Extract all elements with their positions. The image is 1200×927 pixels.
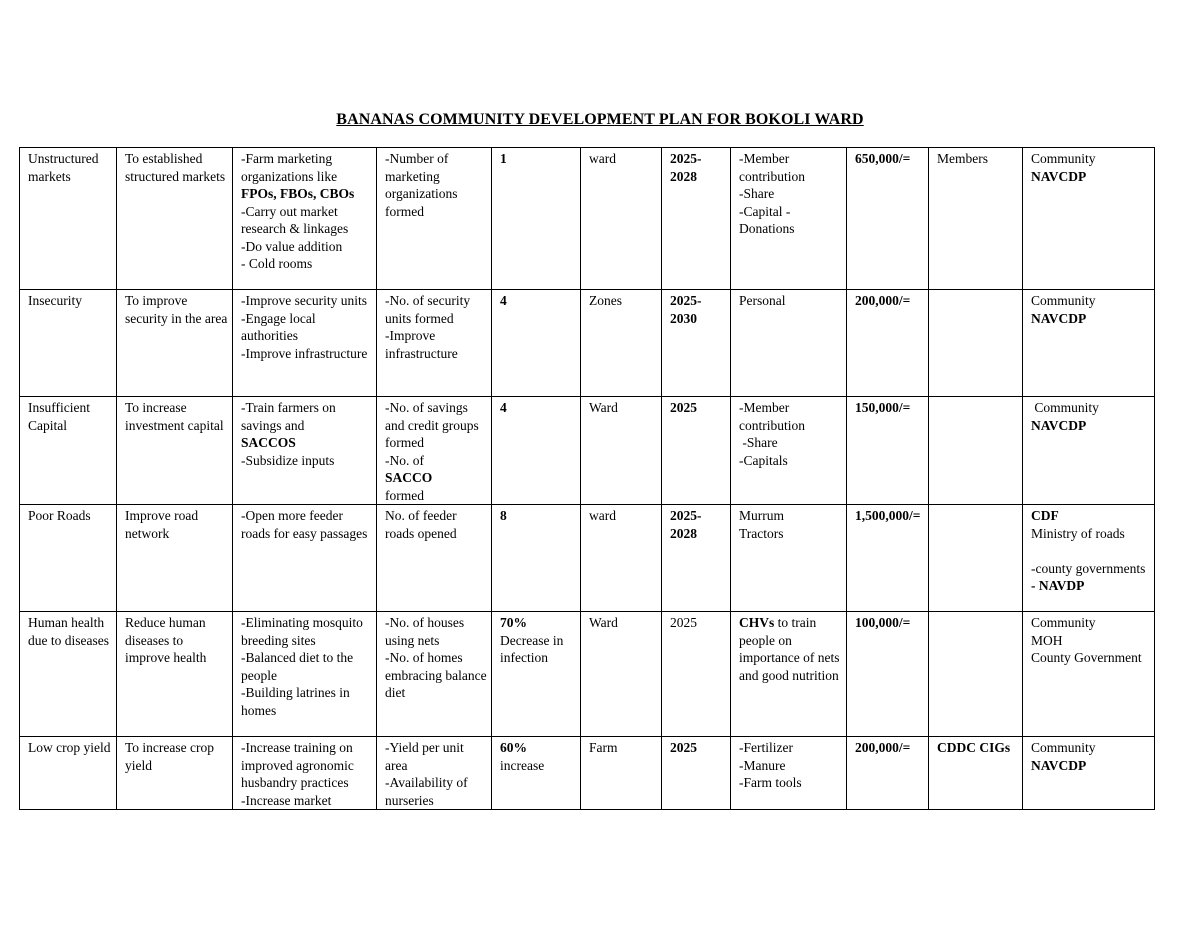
- table-row: [20, 290, 1155, 397]
- partners-cell: [1023, 505, 1155, 612]
- location-cell: [581, 148, 662, 290]
- partner-line: Community: [1031, 293, 1096, 308]
- actors-cell: [929, 737, 1023, 810]
- resource-line: CHVs to train people on importance of nets and good nutrition: [739, 615, 843, 683]
- indicator-line: -Improve infrastructure: [385, 328, 458, 361]
- activity-line: -Do value addition: [241, 238, 343, 254]
- actors-cell: [929, 148, 1023, 290]
- partner-line: NAVCDP: [1031, 310, 1087, 326]
- issue-cell: [20, 612, 117, 737]
- development-plan-table: [19, 147, 1155, 810]
- location-cell: [581, 737, 662, 810]
- activities-cell: [233, 737, 377, 810]
- target-line: Decrease in infection: [500, 632, 567, 665]
- objective-text: Reduce human diseases to improve health: [125, 615, 209, 665]
- partner-line: - NAVDP: [1031, 578, 1085, 593]
- cost-text: 650,000/=: [855, 151, 911, 166]
- target-cell: [492, 148, 581, 290]
- objective-text: To increase crop yield: [125, 740, 218, 773]
- activity-line: -Improve security units: [241, 293, 367, 308]
- location-text: Ward: [589, 400, 618, 415]
- activities-cell: [233, 397, 377, 505]
- timeframe-text: 2025-2028: [670, 508, 702, 541]
- resource-line: -Capital -Donations: [739, 203, 795, 236]
- resource-line: -Share: [739, 186, 775, 201]
- objective-text: To established structured markets: [125, 151, 226, 184]
- partner-line: CDF: [1031, 508, 1059, 523]
- indicators-cell: [377, 612, 492, 737]
- actor-line: Members: [937, 151, 988, 166]
- partner-line: MOH: [1031, 632, 1063, 648]
- issue-text: Insecurity: [28, 293, 82, 308]
- partners-cell: [1023, 290, 1155, 397]
- table-row: [20, 505, 1155, 612]
- partner-line: NAVCDP: [1031, 757, 1087, 773]
- activity-line: FPOs, FBOs, CBOs: [241, 186, 355, 201]
- actors-cell: [929, 612, 1023, 737]
- activity-line: -Engage local authorities: [241, 310, 319, 343]
- partner-line: NAVCDP: [1031, 168, 1087, 184]
- resources-cell: [731, 505, 847, 612]
- indicator-line: -No. of savings and credit groups formed: [385, 400, 483, 450]
- timeframe-cell: [662, 290, 731, 397]
- activity-line: -Building latrines in homes: [241, 685, 354, 718]
- target-line: increase: [500, 757, 545, 773]
- target-line: 4: [500, 400, 507, 415]
- location-cell: [581, 397, 662, 505]
- indicator-line: No. of feeder roads opened: [385, 508, 460, 541]
- objective-cell: [117, 397, 233, 505]
- partner-line: Ministry of roads: [1031, 525, 1125, 541]
- cost-cell: [847, 612, 929, 737]
- activity-line: - Cold rooms: [241, 256, 313, 271]
- indicator-line: SACCO: [385, 470, 433, 485]
- resource-line: Murrum: [739, 508, 784, 523]
- actor-line: CDDC CIGs: [937, 740, 1011, 755]
- issue-text: Unstructured markets: [28, 151, 102, 184]
- resources-cell: [731, 290, 847, 397]
- activity-line: -Open more feeder roads for easy passages: [241, 508, 368, 541]
- indicators-cell: [377, 737, 492, 810]
- activity-line: -Farm marketing organizations like: [241, 151, 338, 184]
- actors-cell: [929, 505, 1023, 612]
- page-title: BANANAS COMMUNITY DEVELOPMENT PLAN FOR BOKOLI WARD: [336, 111, 864, 128]
- objective-text: To improve security in the area: [125, 293, 228, 326]
- resources-cell: [731, 148, 847, 290]
- indicator-line: -Yield per unit area: [385, 740, 468, 773]
- location-text: ward: [589, 508, 616, 523]
- activities-cell: [233, 505, 377, 612]
- activity-line: -Eliminating mosquito breeding sites: [241, 615, 367, 648]
- target-line: 60%: [500, 740, 527, 755]
- target-cell: [492, 612, 581, 737]
- timeframe-cell: [662, 737, 731, 810]
- activity-line: -Improve infrastructure: [241, 345, 368, 361]
- table-row: [20, 737, 1155, 810]
- partner-line: -county governments: [1031, 560, 1146, 576]
- resource-line: -Farm tools: [739, 775, 802, 790]
- activity-line: -Increase training on improved agronomic husbandry practices: [241, 740, 358, 790]
- issue-cell: [20, 148, 117, 290]
- cost-text: 200,000/=: [855, 293, 911, 308]
- indicator-line: formed: [385, 487, 424, 503]
- target-line: 70%: [500, 615, 527, 630]
- activity-line: -Balanced diet to the people: [241, 650, 357, 683]
- cost-text: 100,000/=: [855, 615, 911, 630]
- objective-cell: [117, 290, 233, 397]
- partners-cell: [1023, 737, 1155, 810]
- partners-cell: [1023, 148, 1155, 290]
- indicators-cell: [377, 505, 492, 612]
- location-cell: [581, 290, 662, 397]
- issue-cell: [20, 397, 117, 505]
- cost-cell: [847, 737, 929, 810]
- issue-cell: [20, 290, 117, 397]
- resource-line: Tractors: [739, 525, 784, 541]
- indicator-line: -No. of security units formed: [385, 293, 474, 326]
- indicator-line: -No. of: [385, 452, 424, 468]
- partner-line: NAVCDP: [1031, 417, 1087, 433]
- timeframe-text: 2025: [670, 740, 697, 755]
- timeframe-cell: [662, 148, 731, 290]
- partner-line: Community: [1031, 615, 1096, 630]
- target-line: 4: [500, 293, 507, 308]
- timeframe-text: 2025: [670, 615, 697, 630]
- target-cell: [492, 290, 581, 397]
- location-cell: [581, 612, 662, 737]
- resource-line: -Fertilizer: [739, 740, 793, 755]
- partner-line: Community: [1031, 740, 1096, 755]
- activities-cell: [233, 290, 377, 397]
- indicator-line: -Number of marketing organizations formed: [385, 151, 461, 219]
- issue-text: Insufficient Capital: [28, 400, 94, 433]
- objective-text: To increase investment capital: [125, 400, 224, 433]
- resource-line: -Share: [739, 435, 778, 450]
- timeframe-cell: [662, 397, 731, 505]
- table-row: [20, 612, 1155, 737]
- target-cell: [492, 737, 581, 810]
- objective-cell: [117, 148, 233, 290]
- target-cell: [492, 397, 581, 505]
- partner-line: Community: [1031, 151, 1096, 166]
- activity-line: -Increase market: [241, 792, 332, 808]
- partner-line: [1031, 542, 1150, 560]
- cost-text: 1,500,000/=: [855, 508, 921, 523]
- timeframe-text: 2025-2028: [670, 151, 702, 184]
- partners-cell: [1023, 397, 1155, 505]
- resource-line: -Manure: [739, 757, 786, 773]
- activity-line: -Train farmers on savings and: [241, 400, 340, 433]
- objective-cell: [117, 737, 233, 810]
- table-row: [20, 397, 1155, 505]
- resources-cell: [731, 737, 847, 810]
- timeframe-text: 2025-2030: [670, 293, 702, 326]
- indicators-cell: [377, 397, 492, 505]
- activities-cell: [233, 612, 377, 737]
- resources-cell: [731, 612, 847, 737]
- cost-cell: [847, 397, 929, 505]
- resource-line: -Capitals: [739, 452, 788, 468]
- indicators-cell: [377, 148, 492, 290]
- activity-line: SACCOS: [241, 435, 296, 450]
- resource-line: -Member contribution: [739, 400, 805, 433]
- location-text: Farm: [589, 740, 618, 755]
- resources-cell: [731, 397, 847, 505]
- partner-line: County Government: [1031, 650, 1142, 665]
- activity-line: -Carry out market research & linkages: [241, 203, 349, 236]
- cost-cell: [847, 148, 929, 290]
- partner-line: Community: [1031, 400, 1099, 415]
- actors-cell: [929, 397, 1023, 505]
- indicator-line: -No. of homes embracing balance diet: [385, 650, 490, 700]
- cost-cell: [847, 290, 929, 397]
- target-line: 8: [500, 508, 507, 523]
- objective-text: Improve road network: [125, 508, 202, 541]
- activity-line: -Subsidize inputs: [241, 452, 335, 468]
- cost-text: 150,000/=: [855, 400, 911, 415]
- issue-cell: [20, 737, 117, 810]
- timeframe-text: 2025: [670, 400, 697, 415]
- timeframe-cell: [662, 505, 731, 612]
- partners-cell: [1023, 612, 1155, 737]
- location-cell: [581, 505, 662, 612]
- resource-line: -Member contribution: [739, 151, 805, 184]
- timeframe-cell: [662, 612, 731, 737]
- objective-cell: [117, 505, 233, 612]
- issue-cell: [20, 505, 117, 612]
- indicator-line: -Availability of nurseries: [385, 775, 471, 808]
- table-row: [20, 148, 1155, 290]
- indicator-line: -No. of houses using nets: [385, 615, 468, 648]
- objective-cell: [117, 612, 233, 737]
- issue-text: Human health due to diseases: [28, 615, 109, 648]
- issue-text: Poor Roads: [28, 508, 91, 523]
- location-text: Ward: [589, 615, 618, 630]
- indicators-cell: [377, 290, 492, 397]
- cost-cell: [847, 505, 929, 612]
- actors-cell: [929, 290, 1023, 397]
- location-text: Zones: [589, 293, 622, 308]
- target-line: 1: [500, 151, 507, 166]
- resource-line: Personal: [739, 293, 786, 308]
- activities-cell: [233, 148, 377, 290]
- issue-text: Low crop yield: [28, 740, 111, 755]
- cost-text: 200,000/=: [855, 740, 911, 755]
- target-cell: [492, 505, 581, 612]
- location-text: ward: [589, 151, 616, 166]
